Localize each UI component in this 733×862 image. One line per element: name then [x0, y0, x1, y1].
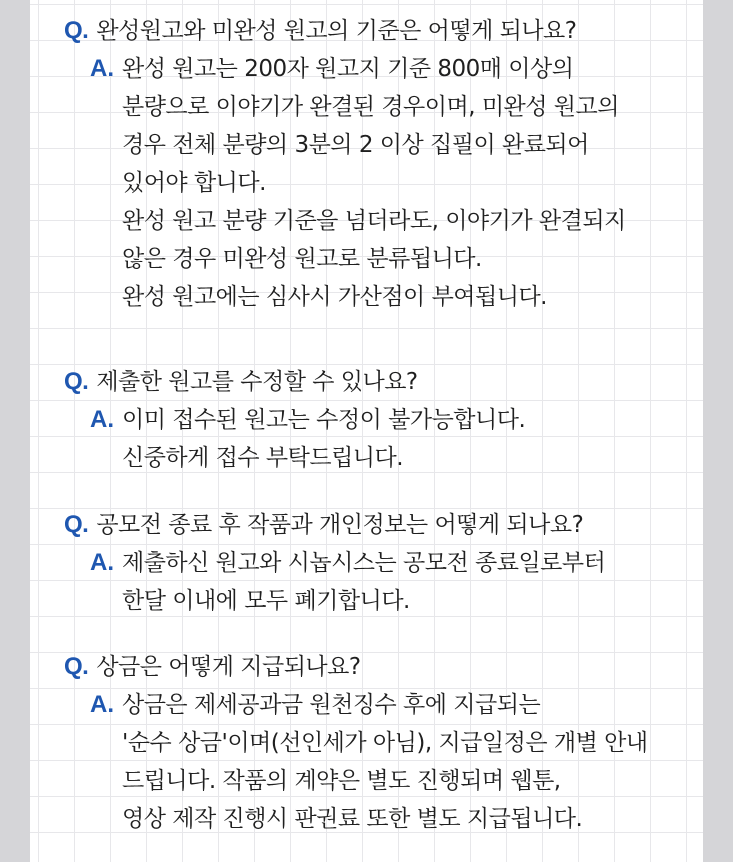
- answer-line: 드립니다. 작품의 계약은 별도 진행되며 웹툰,: [122, 768, 561, 794]
- answer-line: 이미 접수된 원고는 수정이 불가능합니다.: [122, 407, 526, 433]
- a-mark: A.: [90, 691, 114, 718]
- faq-item: [64, 12, 695, 316]
- faq-question: [64, 506, 695, 544]
- faq-question: [64, 12, 695, 50]
- answer-line: 영상 제작 진행시 판권료 또한 별도 지급됩니다.: [122, 806, 583, 832]
- faq-answer: [90, 686, 695, 838]
- answer-line: 분량으로 이야기가 완결된 경우이며, 미완성 원고의: [122, 94, 619, 120]
- faq-question: [64, 363, 695, 401]
- faq-answer: [90, 401, 695, 477]
- question-text: 상금은 어떻게 지급되나요?: [96, 654, 361, 680]
- q-mark: Q.: [64, 511, 89, 538]
- left-margin: [0, 0, 30, 862]
- faq-question: [64, 648, 695, 686]
- faq-card: [30, 0, 703, 862]
- faq-item: [64, 363, 695, 477]
- a-mark: A.: [90, 55, 114, 82]
- faq-answer: [90, 544, 695, 620]
- question-text: 공모전 종료 후 작품과 개인정보는 어떻게 되나요?: [96, 512, 584, 538]
- faq-item: [64, 648, 695, 838]
- q-mark: Q.: [64, 17, 89, 44]
- a-mark: A.: [90, 406, 114, 433]
- answer-line: '순수 상금'이며(선인세가 아님), 지급일정은 개별 안내: [122, 730, 648, 756]
- question-text: 완성원고와 미완성 원고의 기준은 어떻게 되나요?: [96, 18, 577, 44]
- faq-item: [64, 506, 695, 620]
- answer-line: 완성 원고 분량 기준을 넘더라도, 이야기가 완결되지: [122, 208, 626, 234]
- right-margin: [703, 0, 733, 862]
- answer-line: 완성 원고는 200자 원고지 기준 800매 이상의: [122, 56, 574, 82]
- question-text: 제출한 원고를 수정할 수 있나요?: [96, 369, 418, 395]
- answer-line: 완성 원고에는 심사시 가산점이 부여됩니다.: [122, 284, 547, 310]
- a-mark: A.: [90, 549, 114, 576]
- answer-line: 제출하신 원고와 시놉시스는 공모전 종료일로부터: [122, 550, 606, 576]
- answer-line: 신중하게 접수 부탁드립니다.: [122, 445, 404, 471]
- answer-line: 경우 전체 분량의 3분의 2 이상 집필이 완료되어: [122, 132, 589, 158]
- q-mark: Q.: [64, 368, 89, 395]
- answer-line: 있어야 합니다.: [122, 170, 266, 196]
- answer-line: 않은 경우 미완성 원고로 분류됩니다.: [122, 246, 482, 272]
- answer-line: 한달 이내에 모두 폐기합니다.: [122, 588, 410, 614]
- q-mark: Q.: [64, 653, 89, 680]
- answer-line: 상금은 제세공과금 원천징수 후에 지급되는: [122, 692, 541, 718]
- faq-answer: [90, 50, 695, 316]
